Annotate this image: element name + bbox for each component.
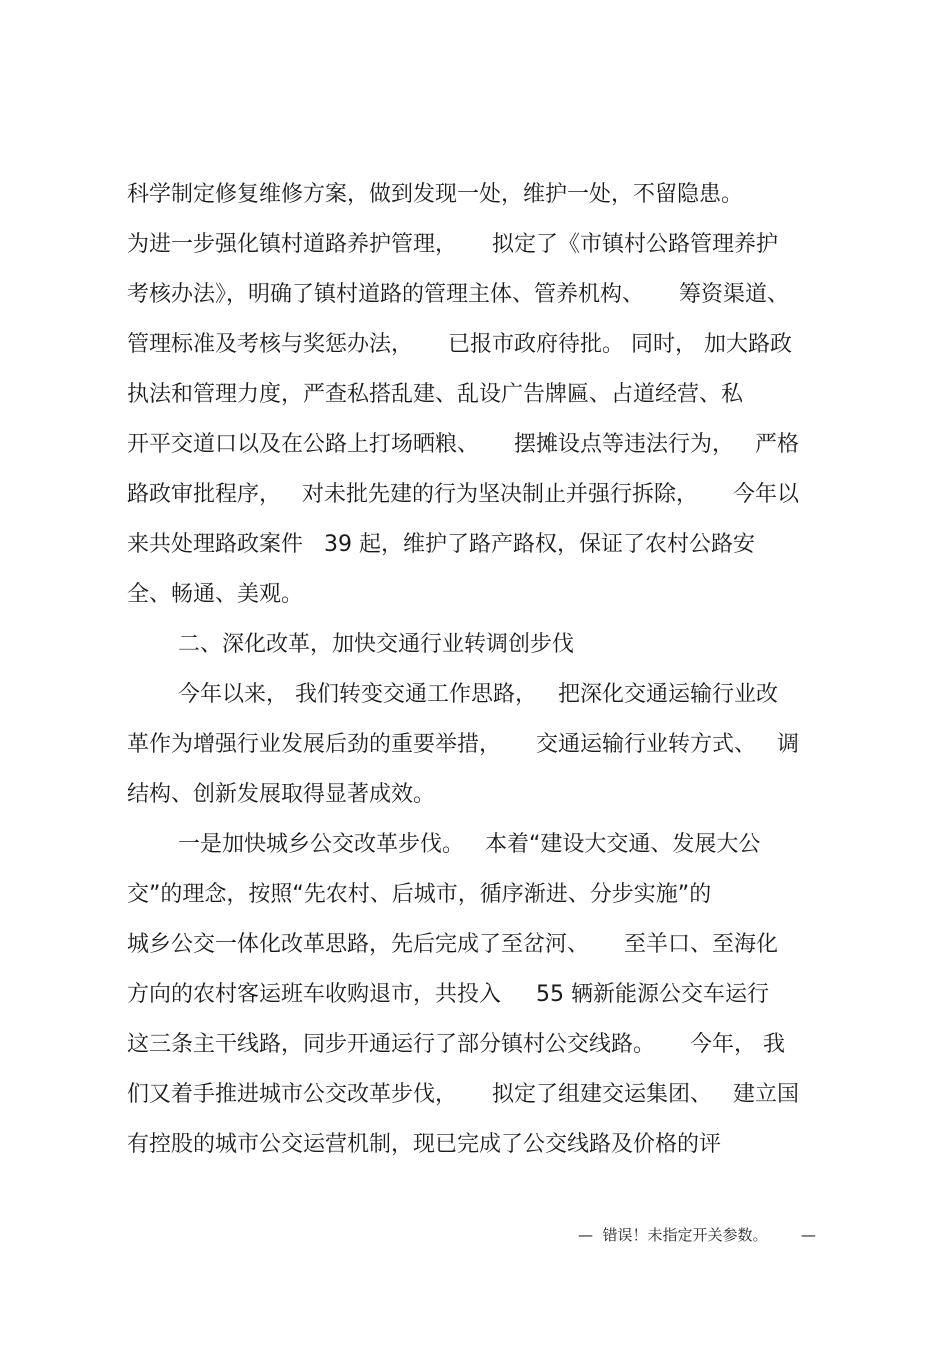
text-line: 考核办法》，明确了镇村道路的管理主体、管养机构、 筹资渠道、 xyxy=(127,282,789,307)
text-line: 有控股的城市公交运营机制，现已完成了公交线路及价格的评 xyxy=(127,1132,722,1157)
text-line: 城乡公交一体化改革思路，先后完成了至岔河、 至羊口、至海化 xyxy=(127,932,778,957)
text-line: 科学制定修复维修方案，做到发现一处，维护一处，不留隐患。 xyxy=(127,182,744,207)
text-line: 交”的理念，按照“先农村、后城市，循序渐进、分步实施”的 xyxy=(127,882,712,907)
text-line: 今年以来， 我们转变交通工作思路， 把深化交通运输行业改 xyxy=(178,682,778,707)
text-line: 路政审批程序， 对未批先建的行为坚决制止并强行拆除， 今年以 xyxy=(127,482,799,507)
text-line: 为进一步强化镇村道路养护管理， 拟定了《市镇村公路管理养护 xyxy=(127,232,778,257)
text-line: 管理标准及考核与奖惩办法， 已报市政府待批。 同时， 加大路政 xyxy=(127,332,792,357)
text-line: 执法和管理力度，严查私搭乱建、乱设广告牌匾、占道经营、私 xyxy=(127,382,744,407)
section-heading: 二、深化改革，加快交通行业转调创步伐 xyxy=(178,632,575,657)
text-line: 们又着手推进城市公交改革步伐， 拟定了组建交运集团、 建立国 xyxy=(127,1082,799,1107)
page-footer: — 错误！未指定开关参数。 — xyxy=(578,1226,816,1244)
text-line: 这三条主干线路，同步开通运行了部分镇村公交线路。 今年， 我 xyxy=(127,1032,785,1057)
text-line: 一是加快城乡公交改革步伐。 本着“建设大交通、发展大公 xyxy=(178,832,761,857)
text-line: 来共处理路政案件 39 起，维护了路产路权，保证了农村公路安 xyxy=(127,532,755,557)
text-line: 方向的农村客运班车收购退市，共投入 55 辆新能源公交车运行 xyxy=(127,982,769,1007)
text-line: 革作为增强行业发展后劲的重要举措， 交通运输行业转方式、 调 xyxy=(127,732,799,757)
text-line: 结构、创新发展取得显著成效。 xyxy=(127,782,436,807)
text-line: 开平交道口以及在公路上打场晒粮、 摆摊设点等违法行为， 严格 xyxy=(127,432,799,457)
text-line: 全、畅通、美观。 xyxy=(127,582,304,607)
